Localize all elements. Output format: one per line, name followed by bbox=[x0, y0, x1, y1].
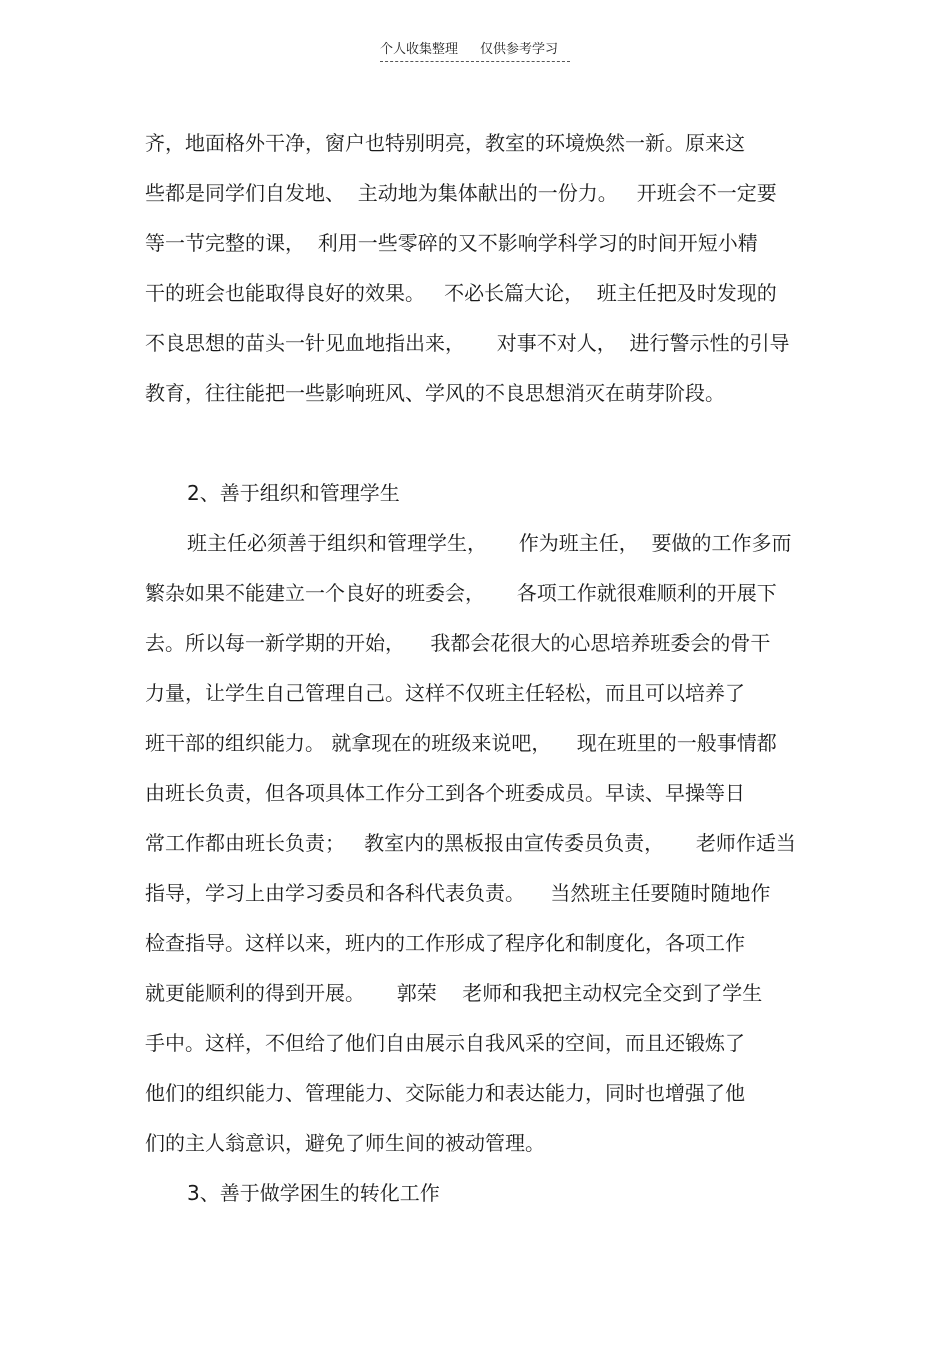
body-line: 繁杂如果不能建立一个良好的班委会， 各项工作就很难顺利的开展下 bbox=[145, 581, 777, 605]
body-line: 去。所以每一新学期的开始， 我都会花很大的心思培养班委会的骨干 bbox=[145, 631, 771, 655]
section-heading: 3、善于做学困生的转化工作 bbox=[187, 1181, 440, 1205]
body-line: 等一节完整的课， 利用一些零碎的又不影响学科学习的时间开短小精 bbox=[145, 231, 758, 255]
body-line: 就更能顺利的得到开展。 郭荣 老师和我把主动权完全交到了学生 bbox=[145, 981, 763, 1005]
body-line: 手中。这样，不但给了他们自由展示自我风采的空间，而且还锻炼了 bbox=[145, 1031, 745, 1055]
body-line: 教育，往往能把一些影响班风、学风的不良思想消灭在萌芽阶段。 bbox=[145, 381, 725, 405]
body-line: 力量，让学生自己管理自己。这样不仅班主任轻松，而且可以培养了 bbox=[145, 681, 745, 705]
body-line: 指导，学习上由学习委员和各科代表负责。 当然班主任要随时随地作 bbox=[145, 881, 771, 905]
section-heading: 2、善于组织和管理学生 bbox=[187, 481, 400, 505]
header-right-text: 仅供参考学习 bbox=[480, 42, 559, 57]
body-line: 班干部的组织能力。 就拿现在的班级来说吧， 现在班里的一般事情都 bbox=[145, 731, 777, 755]
paragraph-first-line: 班主任必须善于组织和管理学生， 作为班主任， 要做的工作多而 bbox=[187, 531, 792, 555]
body-line: 些都是同学们自发地、 主动地为集体献出的一份力。 开班会不一定要 bbox=[145, 181, 777, 205]
body-line: 干的班会也能取得良好的效果。 不必长篇大论， 班主任把及时发现的 bbox=[145, 281, 777, 305]
body-line: 他们的组织能力、管理能力、交际能力和表达能力，同时也增强了他 bbox=[145, 1081, 745, 1105]
body-line: 常工作都由班长负责； 教室内的黑板报由宣传委员负责， 老师作适当 bbox=[145, 831, 796, 855]
body-line: 由班长负责，但各项具体工作分工到各个班委成员。早读、早操等日 bbox=[145, 781, 745, 805]
page-header bbox=[380, 38, 570, 62]
body-line: 齐，地面格外干净，窗户也特别明亮，教室的环境焕然一新。原来这 bbox=[145, 131, 745, 155]
body-line: 们的主人翁意识，避免了师生间的被动管理。 bbox=[145, 1131, 545, 1155]
body-line: 不良思想的苗头一针见血地指出来， 对事不对人， 进行警示性的引导 bbox=[145, 331, 790, 355]
header-left-text: 个人收集整理 bbox=[380, 42, 459, 57]
body-line: 检查指导。这样以来，班内的工作形成了程序化和制度化，各项工作 bbox=[145, 931, 745, 955]
